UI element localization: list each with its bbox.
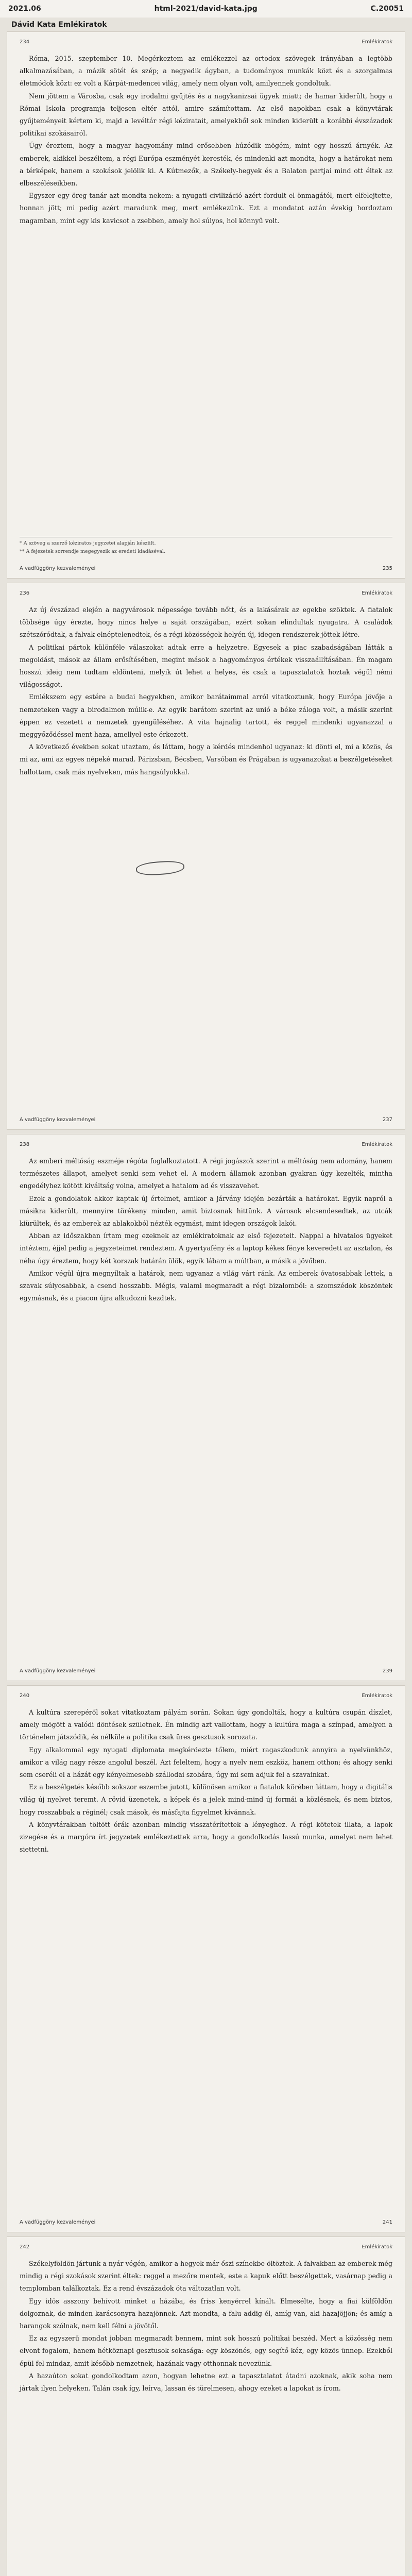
foot-title: A vadfüggöny kezvaleményei [20, 566, 96, 571]
paragraph: Egyszer egy öreg tanár azt mondta nekem: a nyugati civilizáció azért fordult el önmagától, mert elfelejtette, honnan jött; mi pedig azért maradunk meg, mert emlékezünk. Ezt a mondatot aztán évekig hordoztam magamban, mint egy kis kavicsot a zsebben, amely hol súlyos, hol könnyű volt. [20, 192, 392, 225]
browser-bar [0, 0, 412, 18]
page-number: 236 [20, 590, 30, 596]
page-number: 234 [20, 39, 30, 45]
running-head [20, 1693, 392, 1699]
paragraph: A következő években sokat utaztam, és láttam, hogy a kérdés mindenhol ugyanaz: ki dönti el, mi a közös, és mi az, ami az egyes népeké marad. Párizsban, Bécsben, Varsóban és Prágában is ugyanazokat a beszélgetéseket hallottam, csak más nyelveken, más hangsúlyokkal. [20, 743, 392, 776]
running-title: Emlékiratok [362, 39, 392, 45]
paragraph: A kultúra szerepéről sokat vitatkoztam pályám során. Sokan úgy gondolták, hogy a kultúra csupán díszlet, amely mögött a valódi döntések születnek. Én mindig azt vallottam, hogy a kultúra maga a színpad, amelyen a történelem játszódik, és nélküle a politika csak üres gesztusok sorozata. [20, 1708, 392, 1741]
paragraph: Egy idős asszony behívott minket a házába, és friss kenyérrel kínált. Elmesélte, hogy a fiai külföldön dolgoznak, de minden karácsonyra hazajönnek. Azt mondta, a falu addig él, amíg van, aki hazajöjjön; és amíg a harangok szólnak, nem kell félni a jövőtől. [20, 2297, 392, 2330]
paragraph: Az emberi méltóság eszméje régóta foglalkoztatott. A régi jogászok szerint a méltóság nem adomány, hanem természetes állapot, amelyet senki sem vehet el. A modern államok azonban gyakran úgy kezelték, mintha engedélyhez kötött kiváltság volna, amelyet a hatalom ad és visszavehet. [20, 1157, 392, 1190]
running-head [20, 2244, 392, 2250]
foot-title: A vadfüggöny kezvaleményei [20, 2219, 96, 2225]
handwritten-circle-mark [135, 860, 185, 876]
foot-number: 241 [382, 2219, 392, 2225]
paragraph: Úgy éreztem, hogy a magyar hagyomány mind erősebben húzódik mögém, mint egy hosszú árnyék. Az emberek, akikkel beszéltem, a régi Európa eszményét keresték, és mindenki azt mondta, hogy a határokat nem a térképek, hanem a szokások jelölik ki. A Kútmezők, a Székely-hegyek és a Balaton partjai mind ott éltek az elbeszéléseikben. [20, 142, 392, 188]
running-head [20, 590, 392, 596]
paragraph: Egy alkalommal egy nyugati diplomata megkérdezte tőlem, miért ragaszkodunk annyira a nyelvünkhöz, amikor a világ nagy része angolul beszél. Azt feleltem, hogy a nyelv nem eszköz, hanem otthon; és ahogy senki sem cseréli el a házát egy kényelmesebb szállodai szobára, úgy mi sem adjuk fel a szavainkat. [20, 1745, 392, 1779]
foot-number: 237 [382, 1117, 392, 1123]
running-foot [20, 566, 392, 571]
doc-title: Dávid Kata Emlékiratok [11, 21, 107, 29]
page-body [20, 604, 392, 778]
foot-title: A vadfüggöny kezvaleményei [20, 1668, 96, 1674]
page-sheet [7, 583, 405, 1129]
browser-file[interactable]: html-2021/david-kata.jpg [154, 5, 258, 13]
paragraph: Róma, 2015. szeptember 10. Megérkeztem az emlékezzel az ortodox szövegek irányában a legtöbb alkalmazásában, a mázik sötét és szép; a negyedik ágyban, a tudományos munkák közt és a szorgalmas életmódok közt: ez volt a Kárpát-medencei világ, amely nem olyan volt, amilyennek gondoltuk. [20, 55, 392, 88]
paragraph: Az új évszázad elején a nagyvárosok népessége tovább nőtt, és a lakásárak az egekbe szöktek. A fiatalok többsége úgy érezte, hogy nincs helye a saját országában, ezért sokan elindultak nyugatra. A családok szétszóródtak, a falvak elnéptelenedtek, és a régi közösségek helyén új, idegen rendszerek jöttek létre. [20, 606, 392, 639]
paragraph: Nem jöttem a Városba, csak egy irodalmi gyűjtés és a nagykanizsai ügyek miatt; de hamar kiderült, hogy a Római Iskola programja teljesen eltér attól, amire számítottam. Az első napokban csak a könyvtárak gyűjteményeit kértem ki, majd a levéltár régi kéziratait, amelyekből sok minden kiderült a korábbi évszázadok politikai szokásairól. [20, 92, 392, 138]
running-foot [20, 1117, 392, 1123]
running-foot [20, 2219, 392, 2225]
page-sheet [7, 2237, 405, 2576]
page-sheet [7, 32, 405, 578]
page-body [20, 1155, 392, 1304]
running-title: Emlékiratok [362, 1693, 392, 1699]
running-title: Emlékiratok [362, 1142, 392, 1147]
paragraph: Ez az egyszerű mondat jobban megmaradt bennem, mint sok hosszú politikai beszéd. Mert a közösség nem elvont fogalom, hanem hétköznapi gesztusok sokasága: egy köszönés, egy segítő kéz, egy közös ünnep. Ezekből épül fel mindaz, amit később nemzetnek, hazának vagy otthonnak nevezünk. [20, 2334, 392, 2367]
footnote [20, 537, 392, 556]
paragraph: Abban az időszakban írtam meg ezeknek az emlékiratoknak az első fejezeteit. Nappal a hivatalos ügyeket intéztem, éjjel pedig a jegyzeteimet rendeztem. A gyertyafény és a laptop kékes fénye keveredett az asztalon, és néha úgy éreztem, hogy két korszak határán ülök, egyik lábam a múltban, a másik a jövőben. [20, 1232, 392, 1265]
page-number: 240 [20, 1693, 30, 1699]
paragraph: A hazaúton sokat gondolkodtam azon, hogyan lehetne ezt a tapasztalatot átadni azoknak, akik soha nem jártak ilyen helyeken. Talán csak így, leírva, lassan és türelmesen, ahogy ezeket a lapokat is írom. [20, 2371, 392, 2393]
paragraph: A politikai pártok különféle válaszokat adtak erre a helyzetre. Egyesek a piac szabadságában látták a megoldást, mások az állam erősítésében, megint mások a hagyományos értékek visszaállításában. Én magam hosszú ideig nem tudtam eldönteni, melyik út lehet a helyes, és csak a tapasztalatok hoztak végül némi világosságot. [20, 643, 392, 689]
page-body [20, 2258, 392, 2395]
paragraph: A könyvtárakban töltött órák azonban mindig visszatérítettek a lényeghez. A régi kötetek illata, a lapok zizegése és a margóra írt jegyzetek emlékeztettek arra, hogy a gondolkodás lassú munka, amelyet nem lehet siettetni. [20, 1820, 392, 1854]
footnote-line: * A szöveg a szerző kéziratos jegyzetei alapján készült. [20, 540, 156, 546]
running-title: Emlékiratok [362, 2244, 392, 2250]
page-number: 242 [20, 2244, 30, 2250]
foot-title: A vadfüggöny kezvaleményei [20, 1117, 96, 1123]
paragraph: Ez a beszélgetés később sokszor eszembe jutott, különösen amikor a fiatalok körében láttam, hogy a digitális világ új nyelvet teremt. A rövid üzenetek, a képek és a jelek mind-mind új formái a közlésnek, és nem biztos, hogy rosszabbak a réginél; csak mások, és másfajta figyelmet kívánnak. [20, 1783, 392, 1816]
page-body [20, 53, 392, 227]
browser-right: C.20051 [370, 5, 404, 13]
page-sheet [7, 1686, 405, 2232]
running-head [20, 1142, 392, 1147]
paragraph: Ezek a gondolatok akkor kaptak új értelmet, amikor a járvány idején bezárták a határokat. Egyik napról a másikra kiderült, mennyire törékeny minden, amit biztosnak hittünk. A városok elcsendesedtek, az utcák kiürültek, és az emberek az ablakokból nézték egymást, mint idegen országok lakói. [20, 1194, 392, 1228]
page-sheet [7, 1134, 405, 1681]
page-body [20, 1706, 392, 1856]
browser-left: 2021.06 [8, 5, 41, 13]
paragraph: Emlékszem egy estére a budai hegyekben, amikor barátaimmal arról vitatkoztunk, hogy Európa jövője a nemzeteken vagy a birodalmon múlik-e. Az egyik barátom szerint az unió a béke záloga volt, a másik szerint éppen ez vezetett a nemzetek gyengüléséhez. A vita hajnalig tartott, és reggel mindenki ugyanazzal a meggyőződéssel ment haza, amellyel este érkezett. [20, 693, 392, 739]
running-title: Emlékiratok [362, 590, 392, 596]
paragraph: Székelyföldön jártunk a nyár végén, amikor a hegyek már őszi színekbe öltöztek. A falvakban az emberek még mindig a régi szokások szerint éltek: reggel a mezőre mentek, este a kapuk előtt beszélgettek, vasárnap pedig a templomban találkoztak. Ez a rend évszázadok óta változatlan volt. [20, 2260, 392, 2293]
page-number: 238 [20, 1142, 30, 1147]
running-head [20, 39, 392, 45]
footnote-line: ** A fejezetek sorrendje megegyezik az eredeti kiadáséval. [20, 549, 166, 554]
foot-number: 235 [382, 566, 392, 571]
foot-number: 239 [382, 1668, 392, 1674]
running-foot [20, 1668, 392, 1674]
paragraph: Amikor végül újra megnyíltak a határok, nem ugyanaz a világ várt ránk. Az emberek óvatosabbak lettek, a szavak súlyosabbak, a csend hosszabb. Mégis, valami megmaradt a régi bizalomból: a szomszédok köszöntek egymásnak, és a piacon újra alkudozni kezdtek. [20, 1269, 392, 1302]
